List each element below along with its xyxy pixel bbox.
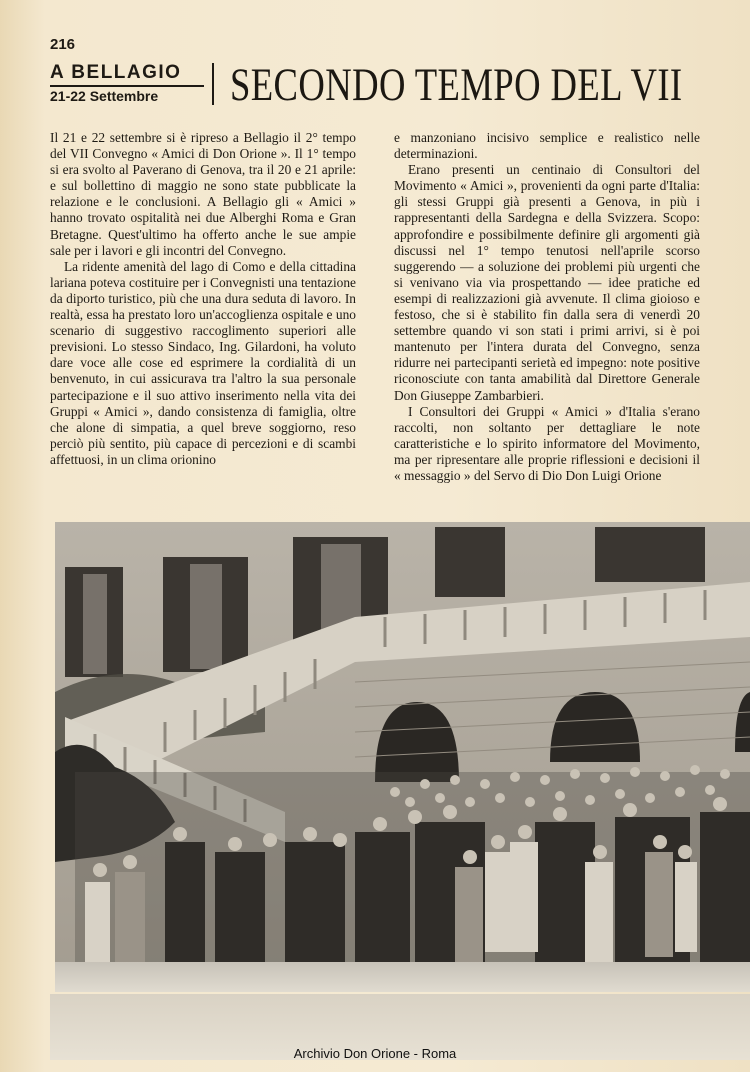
section-kicker (50, 63, 214, 105)
paragraph: Il 21 e 22 settembre si è ripreso a Bellagio il 2° tempo del VII Convegno « Amici di Don Orione ». Il 1° tempo si era svolto al Paverano di Genova, tra il 20 e 21 aprile: e sul bollettino di maggio ne sono state pubblicate la relazione e le conclusioni. A Bellagio gli « Amici » hanno trovato ospitalità nei due Alberghi Roma e Gran Bretagne. Quest'ultimo ha offerto anche le sue ampie sale per i lavori e gli incontri del Convegno. (50, 130, 356, 258)
paragraph: La ridente amenità del lago di Como e della cittadina lariana poteva costituire per i Convegnisti una tentazione da diporto turistico, più che una dura seduta di lavoro. In realtà, essa ha prestato loro un'accoglienza ospitale e uno scenario di suggestivo raccoglimento superiori alle previsioni. Lo stesso Sindaco, Ing. Gilardoni, ha voluto dare voce alle cose ed esprimere la cordialità di un benvenuto, in cui assicurava tra l'altro la sua personale partecipazione e il suo attivo inserimento nella vita dei Gruppi « Amici », dando consistenza di famiglia, oltre che alone di simpatia, a quel breve soggiorno, reso perciò più sentito, più capace di percezioni e di scambi affettuosi, in un clima orionino (50, 258, 356, 467)
group-photo-illustration (55, 522, 750, 992)
article-headline: SECONDO TEMPO DEL VII (230, 59, 683, 111)
paragraph: I Consultori dei Gruppi « Amici » d'Italia s'erano raccolti, non soltanto per dettagliare le note caratteristiche e lo spirito informatore del Movimento, ma per ripresentare alle proprie riflessioni e decisioni il « messaggio » del Servo di Dio Don Luigi Orione (394, 403, 700, 483)
page-number: 216 (50, 36, 76, 53)
right-column (394, 130, 700, 484)
group-photo (55, 522, 750, 992)
paragraph: e manzoniano incisivo semplice e realistico nelle determinazioni. (394, 130, 700, 162)
paragraph: Erano presenti un centinaio di Consultori del Movimento « Amici », provenienti da ogni parte d'Italia: gli stessi Gruppi già presenti a Genova, in più i rappresentanti della Sardegna e della Svizzera. Scopo: approfondire e possibilmente definire gli argomenti già discussi nel 1° tempo tenutosi nell'aprile scorso suggerendo — a soluzione dei problemi più urgenti che si venivano via via prospettando — idee pratiche ed esempi di realizzazioni già avvenute. Il clima gioioso e festoso, che si è stabilito fin dalla sera di venerdì 20 settembre quando vi son stati i primi arrivi, si è poi mantenuto per l'intera durata del Convegno, senza ridurre nei partecipanti serietà ed impegno: note positive riconosciute con tanta amabilità dal Direttore Generale Don Giuseppe Zambarbieri. (394, 162, 700, 403)
article-body (50, 130, 705, 510)
kicker-place: A BELLAGIO (50, 62, 182, 83)
archive-credit: Archivio Don Orione - Roma (293, 1046, 457, 1061)
left-column (50, 130, 356, 468)
kicker-date: 21-22 Settembre (50, 85, 204, 105)
